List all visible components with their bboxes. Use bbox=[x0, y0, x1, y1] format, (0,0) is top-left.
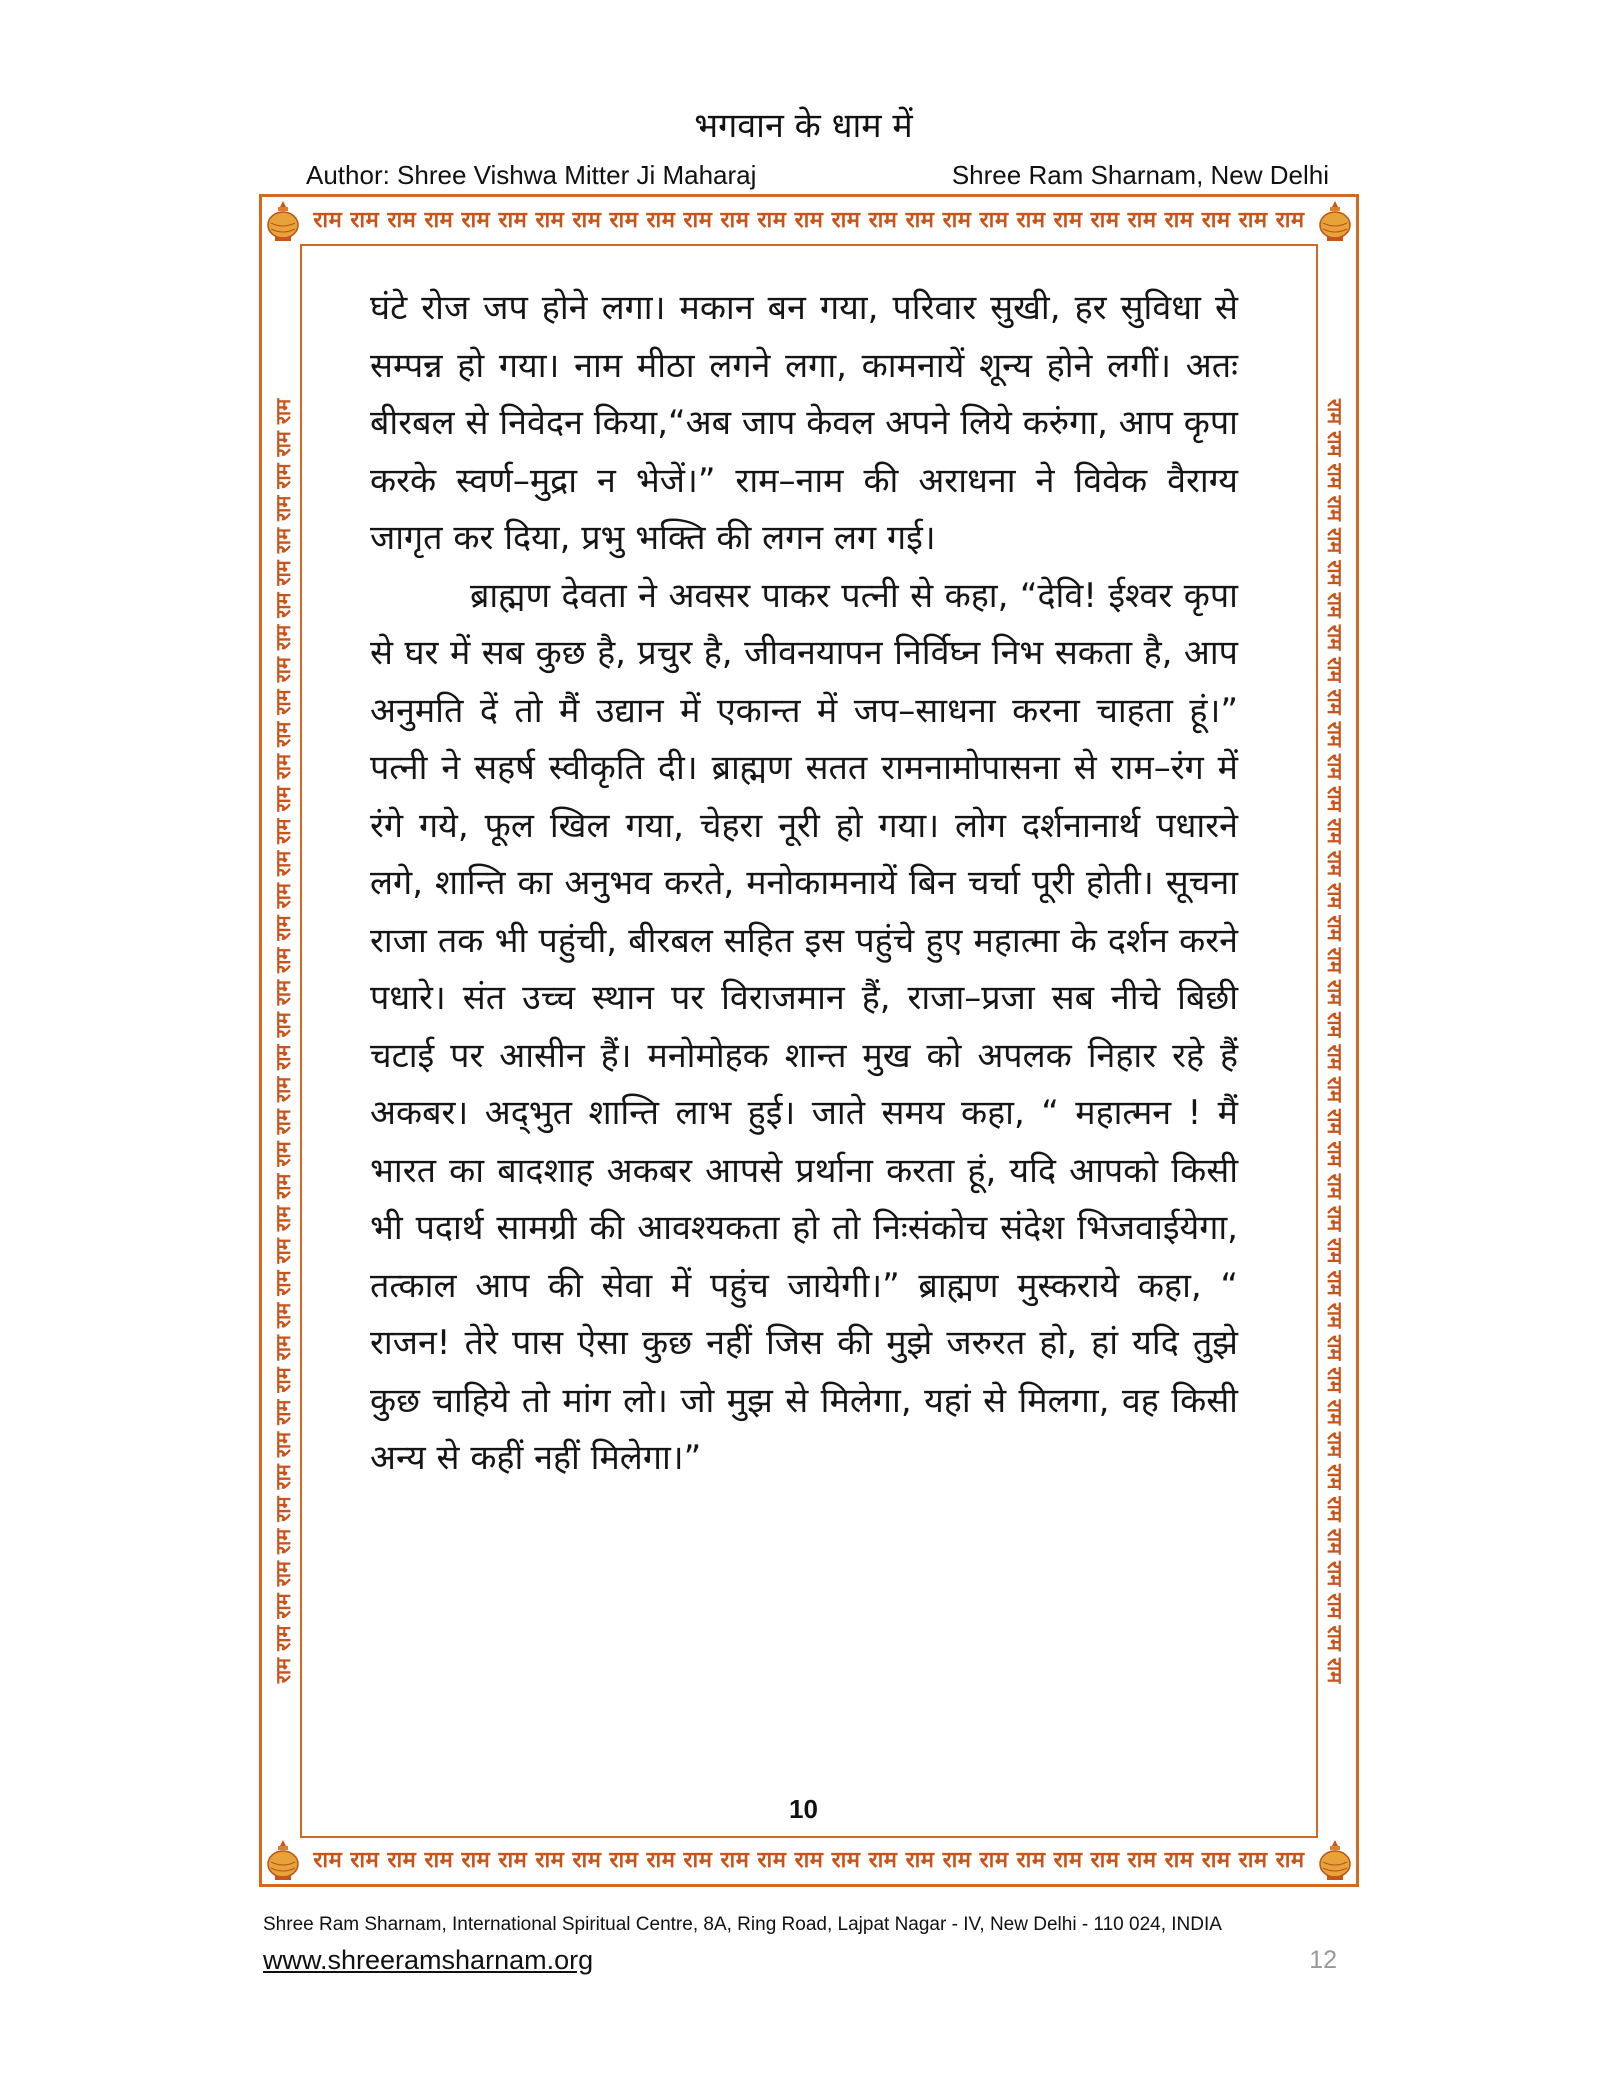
document-page-number: 12 bbox=[1309, 1946, 1337, 1974]
footer-url-link[interactable]: www.shreeramsharnam.org bbox=[263, 1945, 594, 1975]
border-band-left: राम राम राम राम राम राम राम राम राम राम राम राम राम राम राम राम राम राम राम राम राम राम राम राम राम राम राम राम राम राम राम राम राम राम राम राम राम राम राम राम bbox=[271, 398, 295, 1684]
border-band-top: राम राम राम राम राम राम राम राम राम राम राम राम राम राम राम राम राम राम राम राम राम राम राम राम राम राम राम bbox=[313, 208, 1305, 233]
kalash-icon bbox=[263, 199, 303, 243]
book-title: भगवान के धाम में bbox=[694, 106, 913, 146]
body-text bbox=[370, 280, 1238, 1488]
border-band-bottom: राम राम राम राम राम राम राम राम राम राम राम राम राम राम राम राम राम राम राम राम राम राम राम राम राम राम राम bbox=[313, 1848, 1305, 1873]
border-band-right: राम राम राम राम राम राम राम राम राम राम राम राम राम राम राम राम राम राम राम राम राम राम राम राम राम राम राम राम राम राम राम राम राम राम राम राम राम राम राम राम bbox=[1323, 398, 1347, 1684]
kalash-icon bbox=[1315, 199, 1355, 243]
organization-line: Shree Ram Sharnam, New Delhi bbox=[951, 160, 1329, 190]
paragraph: ब्राह्मण देवता ने अवसर पाकर पत्नी से कहा, “देवि! ईश्वर कृपा से घर में सब कुछ है, प्रचुर है, जीवनयापन निर्विघ्न निभ सकता है, आप अनुमति दें तो मैं उद्यान में एकान्त में जप–साधना करना चाहता हूं।” पत्नी ने सहर्ष स्वीकृति दी। ब्राह्मण सतत रामनामोपासना से राम–रंग में रंगे गये, फूल खिल गया, चेहरा नूरी हो गया। लोग दर्शनानार्थ पधारने लगे, शान्ति का अनुभव करते, मनोकामनायें बिन चर्चा पूरी होती। सूचना राजा तक भी पहुंची, बीरबल सहित इस पहुंचे हुए महात्मा के दर्शन करने पधारे। संत उच्च स्थान पर विराजमान हैं, राजा–प्रजा सब नीचे बिछी चटाई पर आसीन हैं। मनोमोहक शान्त मुख को अपलक निहार रहे हैं अकबर। अद्‌भुत शान्ति लाभ हुई। जाते समय कहा, “ महात्मन ! मैं भारत का बादशाह अकबर आपसे प्रर्थाना करता हूं, यदि आपको किसी भी पदार्थ सामग्री की आवश्यकता हो तो निःसंकोच संदेश भिजवाईयेगा, तत्काल आप की सेवा में पहुंच जायेगी।” ब्राह्मण मुस्कराये कहा, “ राजन! तेरे पास ऐसा कुछ नहीं जिस की मुझे जरुरत हो, हां यदि तुझे कुछ चाहिये तो मांग लो। जो मुझ से मिलेगा, यहां से मिलगा, वह किसी अन्य से कहीं नहीं मिलेगा।” bbox=[370, 575, 1238, 1478]
page-number: 10 bbox=[789, 1794, 818, 1824]
kalash-icon bbox=[1315, 1838, 1355, 1882]
footer-address: Shree Ram Sharnam, International Spiritual Centre, 8A, Ring Road, Lajpat Nagar - IV, New Delhi - 110 024, INDIA bbox=[263, 1914, 1222, 1935]
paragraph: घंटे रोज जप होने लगा। मकान बन गया, परिवार सुखी, हर सुविधा से सम्पन्न हो गया। नाम मीठा लगने लगा, कामनायें शून्य होने लगीं। अतः बीरबल से निवेदन किया,“अब जाप केवल अपने लिये करुंगा, आप कृपा करके स्वर्ण–मुद्रा न भेजें।” राम–नाम की अराधना ने विवेक वैराग्य जागृत कर दिया, प्रभु भक्ति की लगन लग गई। bbox=[370, 288, 1239, 558]
author-line: Author: Shree Vishwa Mitter Ji Maharaj bbox=[306, 160, 757, 190]
kalash-icon bbox=[263, 1838, 303, 1882]
